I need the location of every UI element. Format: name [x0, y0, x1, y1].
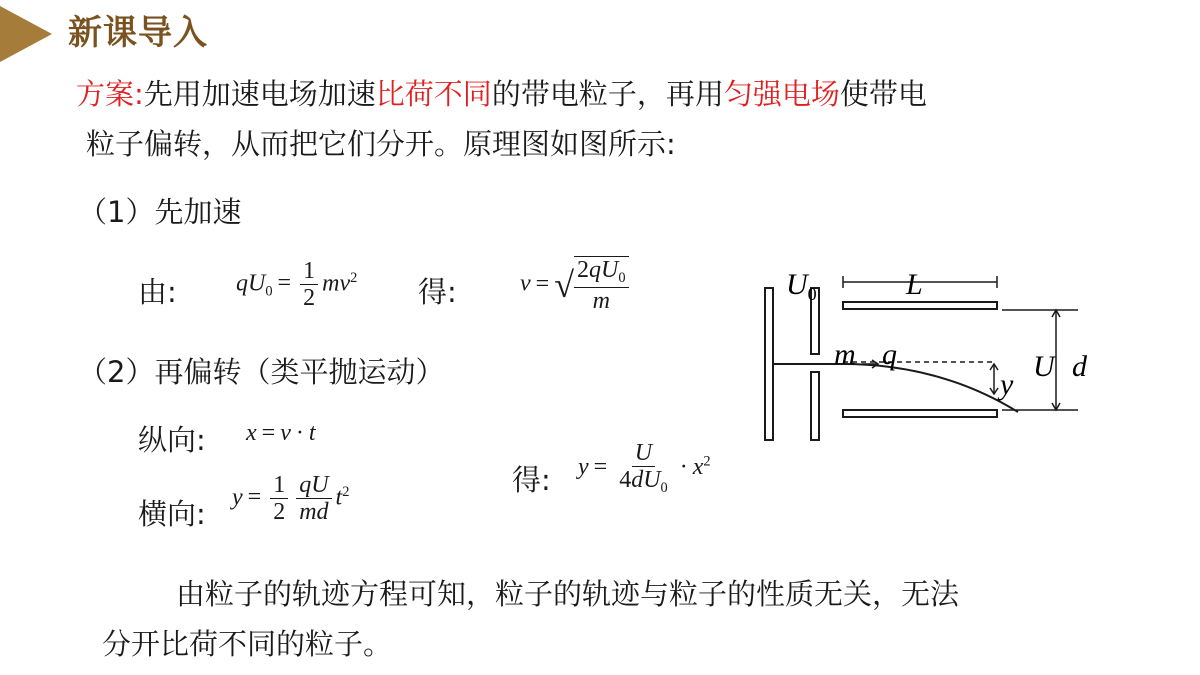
- step2-get-label: 得:: [512, 463, 551, 497]
- horizontal-label: 横向:: [138, 497, 206, 531]
- scheme-line-1: [76, 74, 927, 114]
- principle-diagram: [750, 260, 1110, 460]
- velocity-equation: v = √ $\frac{2qU_0}{m}$: [520, 256, 633, 314]
- step1-by-label: 由:: [138, 275, 177, 309]
- scheme-highlight-1: 比荷不同: [375, 77, 492, 111]
- scheme-line-2: 粒子偏转，从而把它们分开。原理图如图所示:: [86, 127, 676, 161]
- accelerating-plate-left: [765, 288, 773, 440]
- conclusion-line-1: 由粒子的轨迹方程可知，粒子的轨迹与粒子的性质无关，无法: [176, 577, 960, 611]
- accelerating-plate-right-lower: [811, 372, 819, 440]
- energy-equation: $qU_0$ = $\frac{1}{2}$ $mv^2$: [236, 258, 358, 312]
- x-equation: x = v · t: [246, 420, 316, 446]
- vertical-label: 纵向:: [138, 423, 206, 457]
- y-equation: y = $\frac{1}{2}$ $\frac{qU}{md}$ $t^2$: [232, 472, 350, 526]
- conclusion-line-2: 分开比荷不同的粒子。: [102, 627, 393, 661]
- label-m: m: [834, 338, 856, 371]
- scheme-label: 方案:: [76, 77, 144, 111]
- step1-heading: （1）先加速: [78, 195, 242, 229]
- scheme-highlight-2: 匀强电场: [723, 77, 840, 111]
- label-d: d: [1072, 350, 1087, 383]
- scheme-text-2: 的带电粒子，再用: [491, 77, 724, 111]
- page-title: 新课导入: [68, 13, 208, 53]
- velocity-arrow-icon: [862, 360, 878, 368]
- label-L: L: [906, 268, 923, 301]
- step2-heading: （2）再偏转（类平抛运动）: [78, 355, 445, 389]
- header-arrow-icon: [0, 0, 62, 68]
- scheme-text-3: 使带电: [839, 77, 927, 111]
- label-U0: $U_0$: [786, 268, 817, 304]
- label-y: y: [1000, 368, 1014, 401]
- trajectory-equation: y = $\frac{U}{4dU_0}$ · $x^2$: [578, 440, 711, 497]
- deflecting-plate-top: [843, 302, 997, 309]
- label-U: U: [1033, 350, 1055, 383]
- scheme-text-1: 先用加速电场加速: [143, 77, 376, 111]
- step1-get-label: 得:: [418, 275, 457, 309]
- particle-trajectory: [843, 364, 1018, 412]
- deflecting-plate-bottom: [843, 410, 997, 417]
- label-q: q: [882, 338, 897, 371]
